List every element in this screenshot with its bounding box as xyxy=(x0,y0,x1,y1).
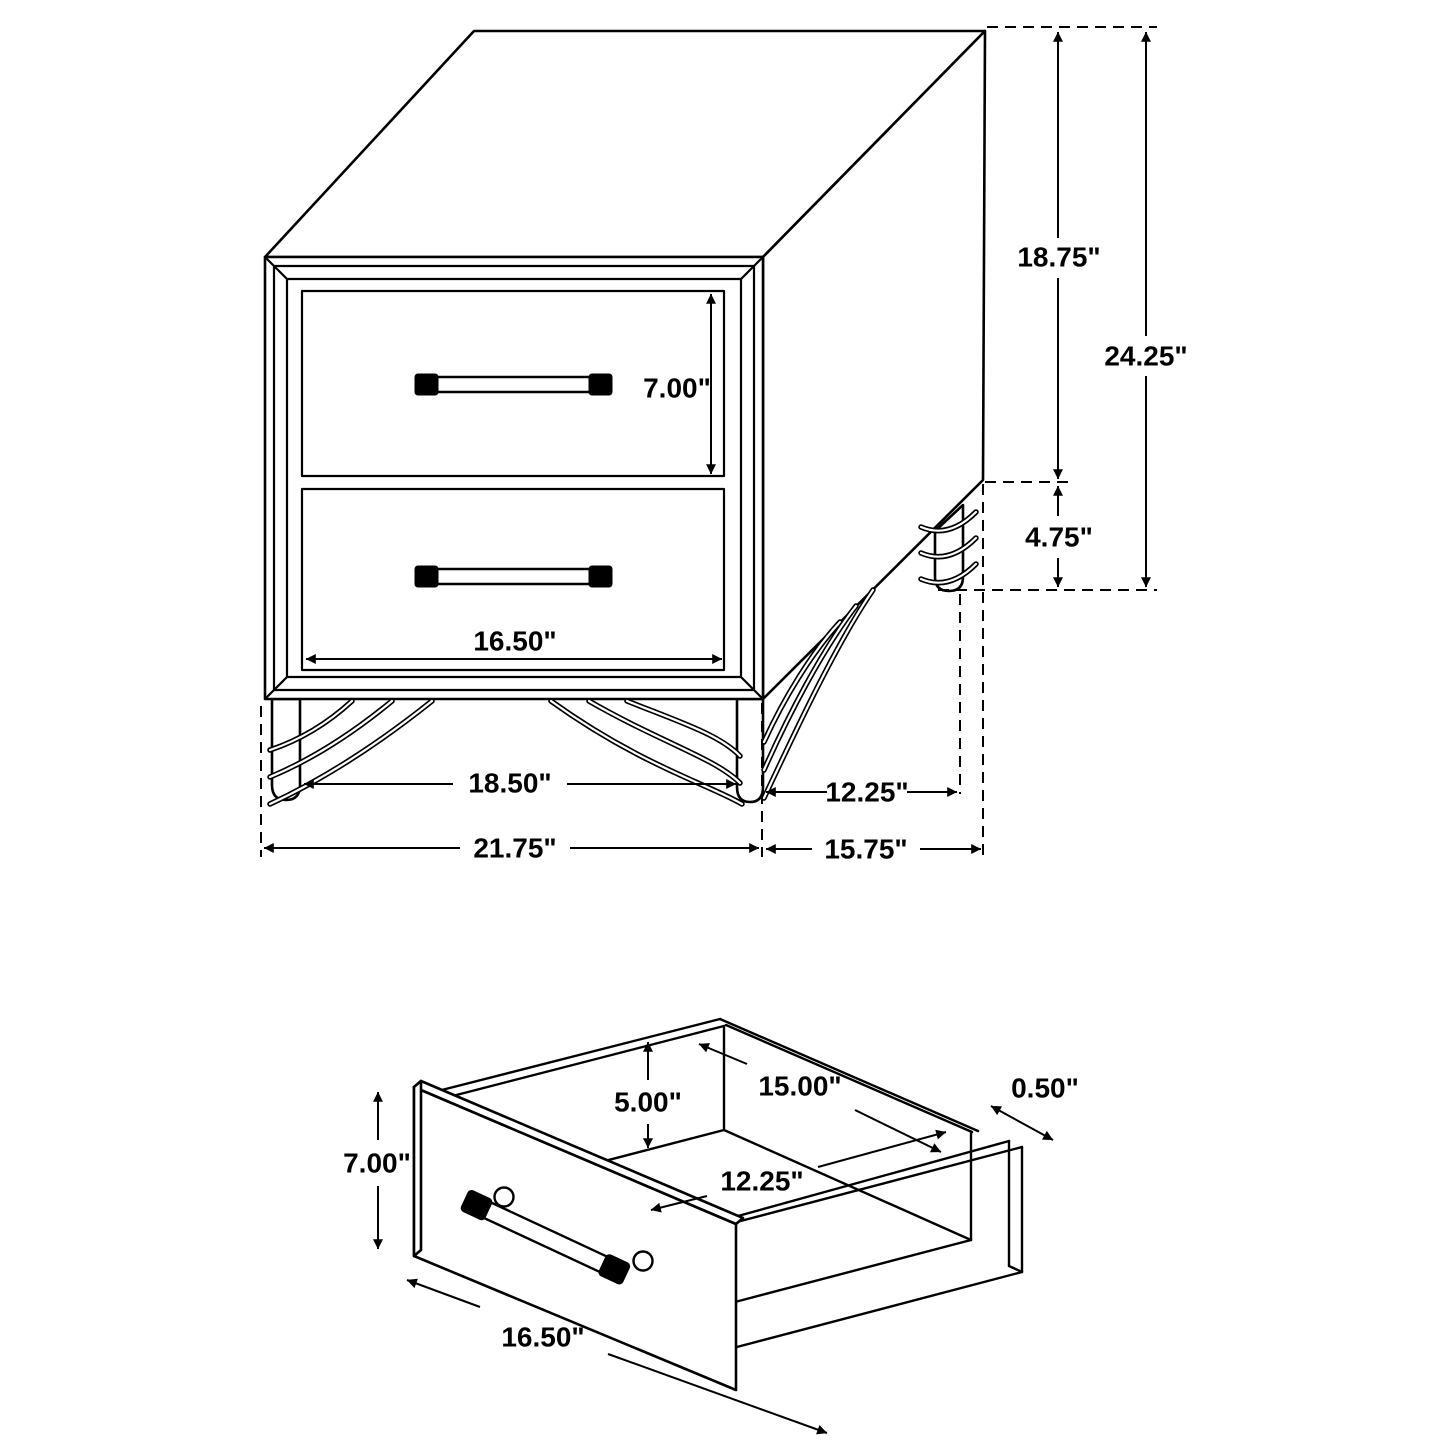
label-drawer-front-height-2: 7.00" xyxy=(343,1147,411,1179)
label-drawer-front-width-2: 16.50" xyxy=(501,1321,585,1353)
label-front-leg-spacing: 18.50" xyxy=(468,767,552,799)
label-drawer-front-width: 16.50" xyxy=(473,625,557,657)
label-drawer-interior-depth: 12.25" xyxy=(720,1165,804,1197)
label-overall-depth: 15.75" xyxy=(824,833,908,865)
bottom-drawer-handle xyxy=(415,566,612,587)
top-drawer-handle xyxy=(415,374,612,395)
label-overall-width: 21.75" xyxy=(473,832,557,864)
label-side-leg-spacing: 12.25" xyxy=(825,776,909,808)
label-overall-height: 24.25" xyxy=(1104,340,1188,372)
label-drawer-front-height: 7.00" xyxy=(643,372,711,404)
label-leg-height: 4.75" xyxy=(1025,521,1093,553)
label-drawer-interior-height: 5.00" xyxy=(614,1086,682,1118)
label-drawer-interior-width: 15.00" xyxy=(758,1070,842,1102)
label-drawer-panel-thickness: 0.50" xyxy=(1011,1072,1079,1104)
label-upper-section-height: 18.75" xyxy=(1017,241,1101,273)
nightstand-diagram xyxy=(265,31,985,804)
nightstand-front-right-leg xyxy=(737,699,763,802)
